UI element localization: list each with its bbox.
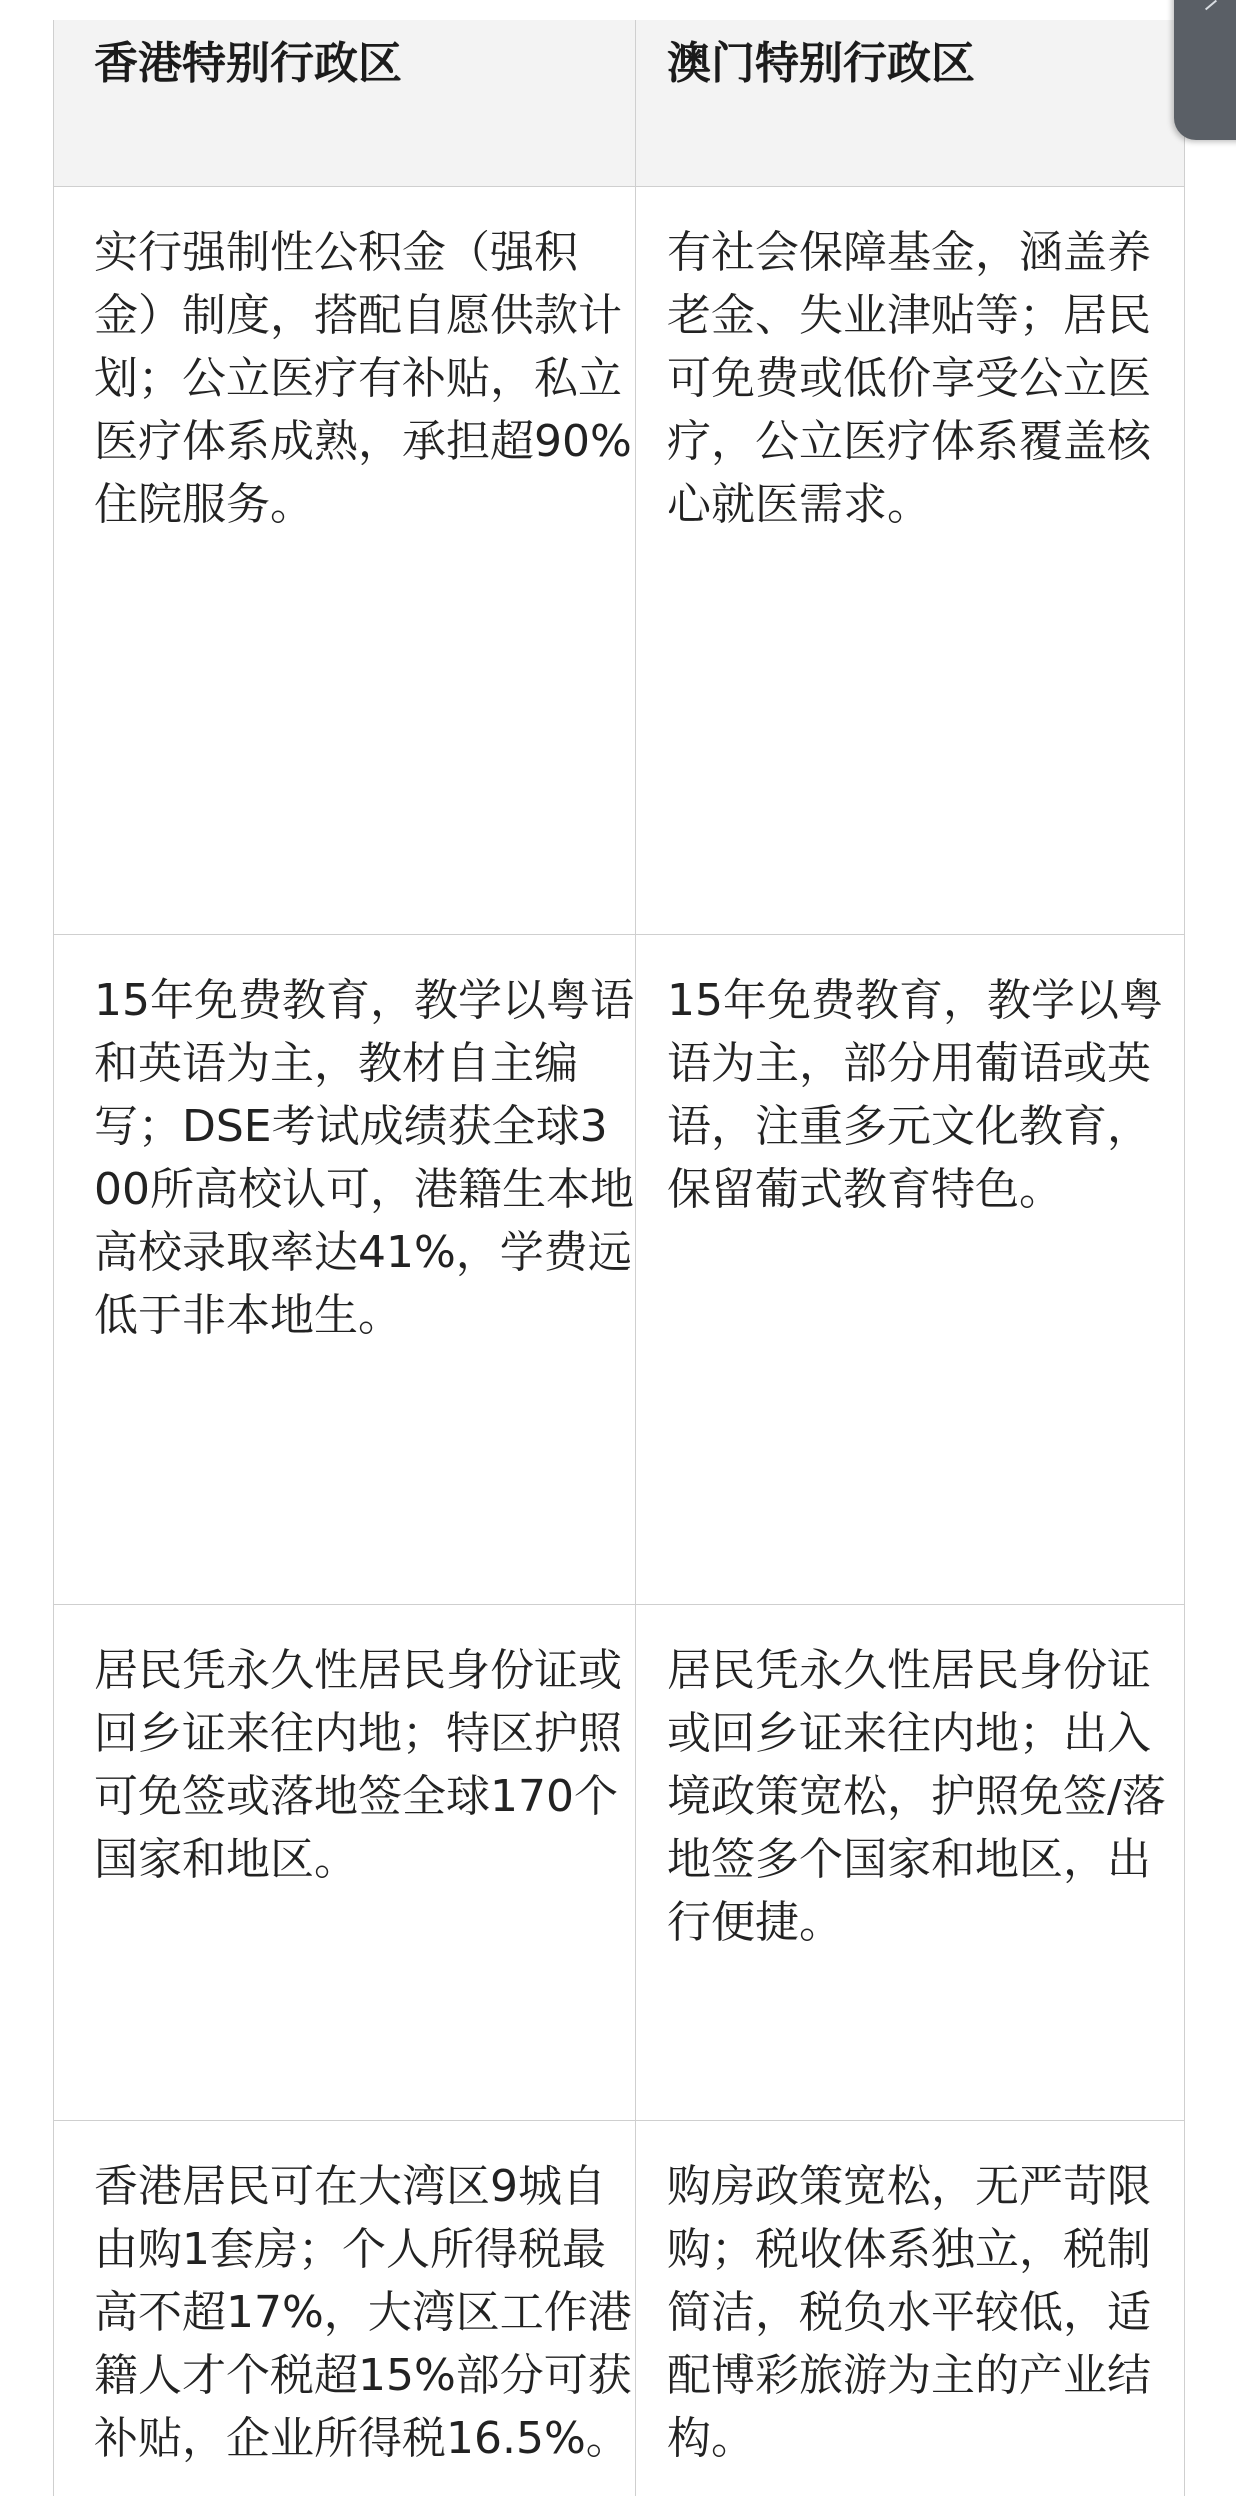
cell-hk-travel: 居民凭永久性居民身份证或回乡证来往内地；特区护照可免签或落地签全球170个国家和地区。 <box>54 1605 636 2120</box>
table-row-social-security <box>54 187 1184 935</box>
cell-hk-education: 15年免费教育，教学以粤语和英语为主，教材自主编写；DSE考试成绩获全球300所高校认可，港籍生本地高校录取率达41%，学费远低于非本地生。 <box>54 935 636 1604</box>
cell-hk-social-security: 实行强制性公积金（强积金）制度，搭配自愿供款计划；公立医疗有补贴，私立医疗体系成熟，承担超90%住院服务。 <box>54 187 636 934</box>
table-header-row <box>54 20 1184 187</box>
header-macau: 澳门特别行政区 <box>667 38 975 89</box>
table-row-housing-tax <box>54 2121 1184 2496</box>
cell-hk-housing-tax: 香港居民可在大湾区9城自由购1套房；个人所得税最高不超17%，大湾区工作港籍人才个税超15%部分可获补贴，企业所得税16.5%。 <box>54 2121 636 2496</box>
cell-mo-social-security: 有社会保障基金，涵盖养老金、失业津贴等；居民可免费或低价享受公立医疗，公立医疗体系覆盖核心就医需求。 <box>667 227 1151 530</box>
cell-mo-education: 15年免费教育，教学以粤语为主，部分用葡语或英语，注重多元文化教育，保留葡式教育特色。 <box>667 975 1163 1215</box>
cell-mo-housing-tax: 购房政策宽松，无严苛限购；税收体系独立，税制简洁，税负水平较低，适配博彩旅游为主的产业结构。 <box>667 2161 1151 2464</box>
table-row-education <box>54 935 1184 1605</box>
header-hong-kong: 香港特别行政区 <box>54 20 636 186</box>
comparison-table <box>53 20 1185 2496</box>
chevron-icon <box>1205 0 1217 10</box>
cell-mo-travel: 居民凭永久性居民身份证或回乡证来往内地；出入境政策宽松，护照免签/落地签多个国家和地区，出行便捷。 <box>667 1645 1166 1948</box>
floating-panel-tab[interactable] <box>1174 0 1236 140</box>
table-row-travel <box>54 1605 1184 2121</box>
